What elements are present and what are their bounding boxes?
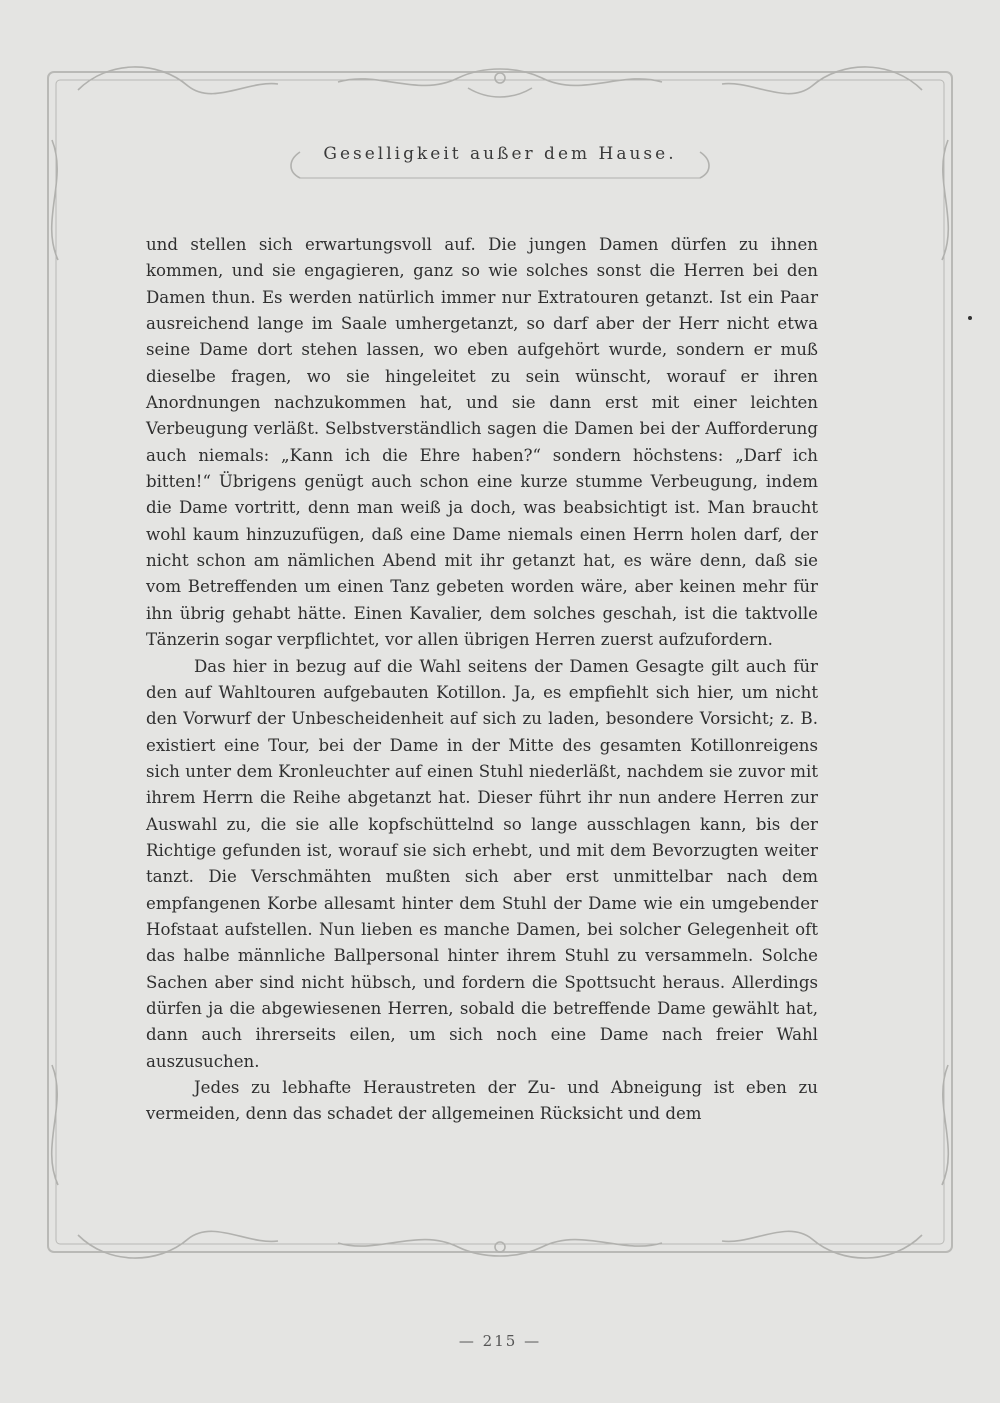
paragraph: und stellen sich erwartungsvoll auf. Die jungen Damen dürfen zu ihnen kommen, und sie engagieren, ganz so wie solches sonst die Herren bei den Damen thun. Es werden natürlich immer nur Extratouren getanzt. Ist ein Paar ausreichend lange im Saale umhergetanzt, so darf aber der Herr nicht etwa seine Dame dort stehen lassen, wo eben aufgehört wurde, sondern er muß dieselbe fragen, wo sie hingeleitet zu sein wünscht, worauf er ihren Anordnungen nachzukommen hat, und sie dann erst mit einer leichten Verbeugung verläßt. Selbstverständlich sagen die Damen bei der Aufforderung auch niemals: „Kann ich die Ehre haben?“ sondern höchstens: „Darf ich bitten!“ Übrigens genügt auch schon eine kurze stumme Verbeugung, indem die Dame vortritt, denn man weiß ja doch, was beabsichtigt ist. Man braucht wohl kaum hinzuzufügen, daß eine Dame niemals einen Herrn holen darf, der nicht schon am nämlichen Abend mit ihr getanzt hat, es wäre denn, daß sie vom Betreffenden um einen Tanz gebeten worden wäre, aber keinen mehr für ihn übrig gehabt hätte. Einen Kavalier, dem solches geschah, ist die taktvolle Tänzerin sogar verpflichtet, vor allen übrigen Herren zuerst aufzufordern. <box>146 235 818 650</box>
ink-speck <box>968 316 972 320</box>
paragraph: Jedes zu lebhafte Heraustreten der Zu- und Abneigung ist eben zu vermeiden, denn das schadet der allgemeinen Rücksicht und dem <box>146 1078 818 1124</box>
running-header: Geselligkeit außer dem Hause. <box>323 144 677 164</box>
page-number: — 215 — <box>458 1332 542 1350</box>
body-text <box>146 232 818 1128</box>
paragraph: Das hier in bezug auf die Wahl seitens der Damen Gesagte gilt auch für den auf Wahltouren aufgebauten Kotillon. Ja, es empfiehlt sich hier, um nicht den Vorwurf der Unbescheidenheit auf sich zu laden, besondere Vorsicht; z. B. existiert eine Tour, bei der Dame in der Mitte des gesamten Kotillonreigens sich unter dem Kronleuchter auf einen Stuhl niederläßt, nachdem sie zuvor mit ihrem Herrn die Reihe abgetanzt hat. Dieser führt ihr nun andere Herren zur Auswahl zu, die sie alle kopfschüttelnd so lange ausschlagen kann, bis der Richtige gefunden ist, worauf sie sich erhebt, und mit dem Bevorzugten weiter tanzt. Die Verschmähten mußten sich aber erst unmittelbar nach dem empfangenen Korbe allesamt hinter dem Stuhl der Dame wie ein umgebender Hofstaat aufstellen. Nun lieben es manche Damen, bei solcher Gelegenheit oft das halbe männliche Ballpersonal hinter ihrem Stuhl zu versammeln. Solche Sachen aber sind nicht hübsch, und fordern die Spottsucht heraus. Allerdings dürfen ja die abgewiesenen Herren, sobald die betreffende Dame gewählt hat, dann auch ihrerseits eilen, um sich noch eine Dame nach freier Wahl auszusuchen. <box>146 656 818 1071</box>
